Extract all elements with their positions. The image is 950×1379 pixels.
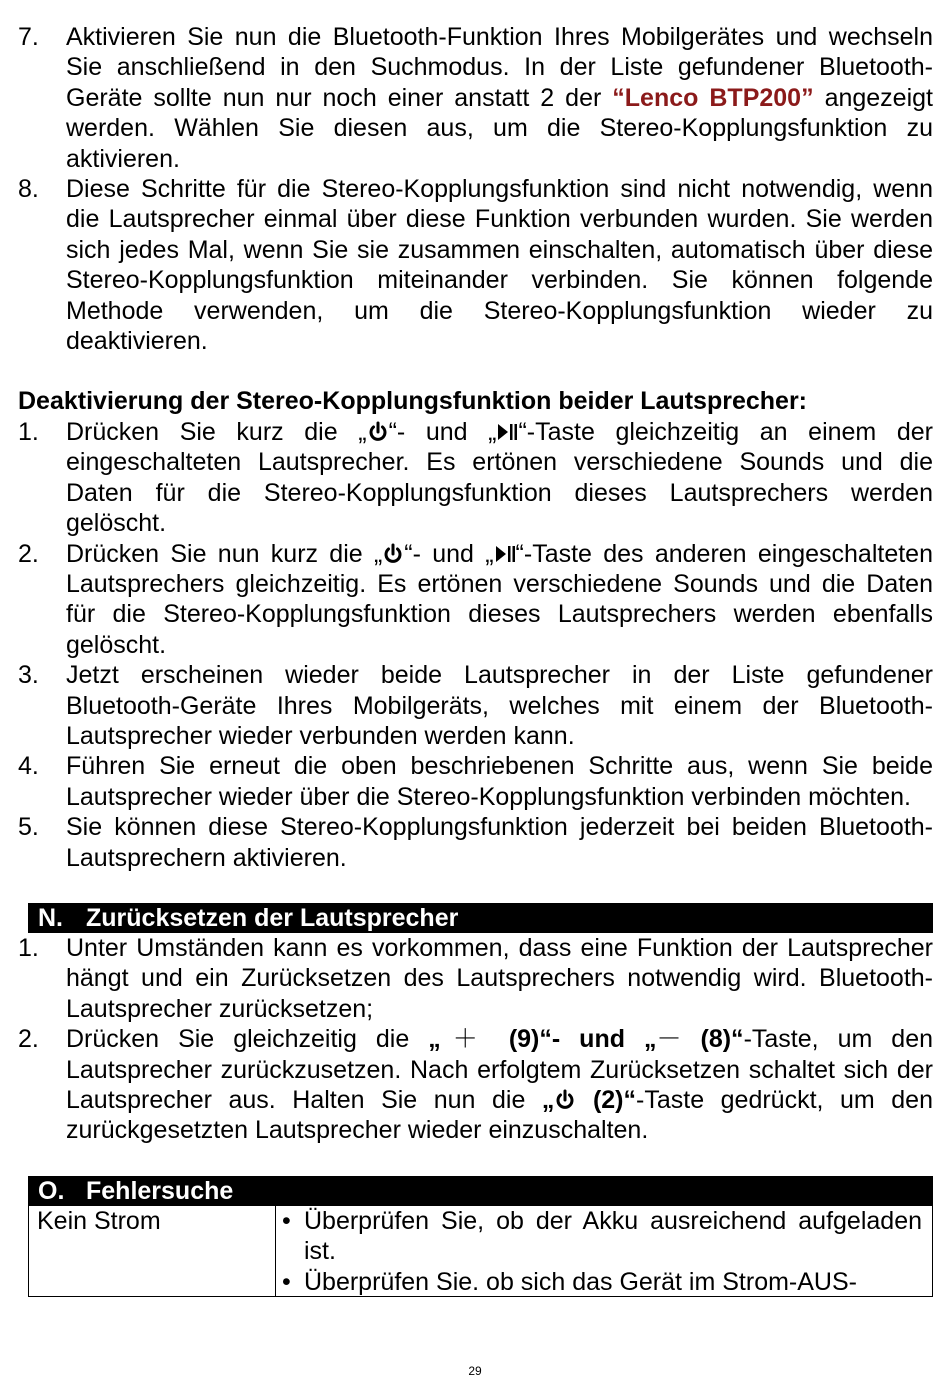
list-item: 2. Drücken Sie gleichzeitig die „＋ (9)“- und „－ (8)“-Taste, um den Lautsprecher zurückzusetzen. Nach erfolgtem Zurücksetzen schaltet sich der Lautsprecher aus. Halten Sie nun die „ (2)“-Taste gedrückt, um den zurückgesetzten Lautsprecher wieder einzuschalten. <box>18 1025 934 1145</box>
plus-icon: ＋ <box>440 1025 490 1054</box>
power-icon <box>367 421 389 443</box>
list-item: 1. Drücken Sie kurz die „ “- und „ “-Taste gleichzeitig an einem der eingeschalteten Lautsprecher. Es ertönen verschiedene Sounds und die Daten für die Stereo-Kopplungsfunktion dieses Lautsprechers werden gelöscht. <box>18 417 933 538</box>
list-item: 3. Jetzt erscheinen wieder beide Lautsprecher in der Liste gefundener Bluetooth-Geräte Ihres Mobilgeräts, welches mit einem der Bluetooth-Lautsprecher wieder verbunden werden kann. <box>18 661 933 750</box>
list-item: • Überprüfen Sie. ob sich das Gerät im Strom-AUS- <box>282 1267 857 1296</box>
deactivation-steps <box>18 417 933 873</box>
manual-page <box>18 22 933 1297</box>
steps-list-top <box>18 22 933 356</box>
list-item: 7. Aktivieren Sie nun die Bluetooth-Funktion Ihres Mobilgerätes und wechseln Sie anschließend in den Suchmodus. In der Liste gefundener Bluetooth-Geräte sollte nun nur noch einer anstatt 2 der “Lenco BTP200” angezeigt werden. Wählen Sie diesen aus, um die Stereo-Kopplungsfunktion zu aktivieren. <box>18 23 933 173</box>
play-pause-icon <box>496 421 518 443</box>
deactivation-heading: Deaktivierung der Stereo-Kopplungsfunktion beider Lautsprecher: <box>18 387 808 416</box>
problem-cell: Kein Strom <box>29 1206 276 1296</box>
section-o-header: O. Fehlersuche <box>28 1176 933 1206</box>
list-item: 4. Führen Sie erneut die oben beschriebenen Schritte aus, wenn Sie beide Lautsprecher wieder über die Stereo-Kopplungsfunktion verbinden möchten. <box>18 752 933 811</box>
product-name: “Lenco BTP200” <box>612 83 814 112</box>
play-pause-icon <box>494 543 516 565</box>
list-item: 5. Sie können diese Stereo-Kopplungsfunktion jederzeit bei beiden Bluetooth-Lautsprechern aktivieren. <box>18 813 933 872</box>
section-n-title: Zurücksetzen der Lautsprecher <box>86 903 459 932</box>
solution-cell <box>276 1206 932 1296</box>
section-n-header: N. Zurücksetzen der Lautsprecher <box>28 903 933 933</box>
power-icon <box>382 543 404 565</box>
troubleshooting-table <box>28 1206 933 1297</box>
list-item: 2. Drücken Sie nun kurz die „ “- und „ “-Taste des anderen eingeschalteten Lautsprechers gleichzeitig. Es ertönen verschiedene Sounds und die Daten für die Stereo-Kopplungsfunktion dieses Lautsprechers werden ebenfalls gelöscht. <box>18 539 933 659</box>
list-item: 1. Unter Umständen kann es vorkommen, dass eine Funktion der Lautsprecher hängt und ein Zurücksetzen des Lautsprechers notwendig wird. Bluetooth-Lautsprecher zurücksetzen; <box>18 933 933 1023</box>
section-o-title: Fehlersuche <box>86 1176 234 1205</box>
list-item: • Überprüfen Sie, ob der Akku ausreichend aufgeladen ist. <box>282 1206 922 1266</box>
page-number: 29 <box>468 1364 482 1378</box>
list-item: 8. Diese Schritte für die Stereo-Kopplungsfunktion sind nicht notwendig, wenn die Lautsprecher einmal über diese Funktion verbunden wurden. Sie werden sich jedes Mal, wenn Sie sie zusammen einschalten, automatisch über diese Stereo-Kopplungsfunktion miteinander verbinden. Sie können folgende Methode verwenden, um die Stereo-Kopplungsfunktion wieder zu deaktivieren. <box>18 175 933 356</box>
power-icon <box>554 1089 576 1111</box>
reset-steps <box>18 933 933 1146</box>
minus-icon: － <box>656 1025 682 1054</box>
